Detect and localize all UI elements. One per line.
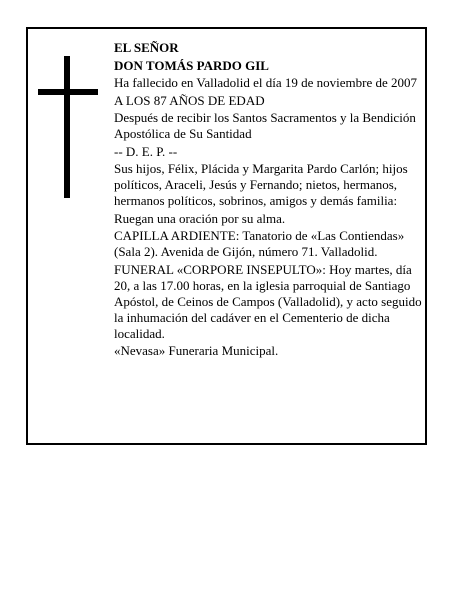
rip-line: -- D. E. P. --: [114, 143, 178, 159]
age-line: A LOS 87 AÑOS DE EDAD: [114, 92, 265, 108]
death-announcement: Ha fallecido en Valladolid el día 19 de noviembre de 2007: [114, 75, 417, 90]
deceased-title: EL SEÑOR: [114, 40, 179, 55]
obituary-notice: [26, 27, 427, 445]
cross-horizontal-bar: [38, 89, 98, 95]
cross-vertical-bar: [64, 56, 70, 198]
deceased-name: DON TOMÁS PARDO GIL: [114, 57, 269, 73]
funeral-line: FUNERAL «CORPORE INSEPULTO»: Hoy martes, día 20, a las 17.00 horas, en la iglesia parroquial de Santiago Apóstol, de Ceinos de Campos (Valladolid), y acto seguido la inhumación del cadáver en el Cementerio de dicha localidad.: [114, 261, 422, 341]
prayer-line: Ruegan una oración por su alma.: [114, 210, 286, 226]
cross-icon: [38, 56, 98, 198]
funeral-home-line: «Nevasa» Funeraria Municipal.: [114, 343, 279, 358]
sacraments-line: Después de recibir los Santos Sacramentos y la Bendición Apostólica de Su Santidad: [114, 110, 416, 141]
notice-text: [114, 40, 426, 361]
family-line: Sus hijos, Félix, Plácida y Margarita Pardo Carlón; hijos políticos, Araceli, Jesús y Fernando; nietos, hermanos, hermanos políticos, sobrinos, amigos y demás familia:: [114, 161, 408, 208]
chapel-line: CAPILLA ARDIENTE: Tanatorio de «Las Contiendas» (Sala 2). Avenida de Gijón, número 71. Valladolid.: [114, 228, 405, 259]
